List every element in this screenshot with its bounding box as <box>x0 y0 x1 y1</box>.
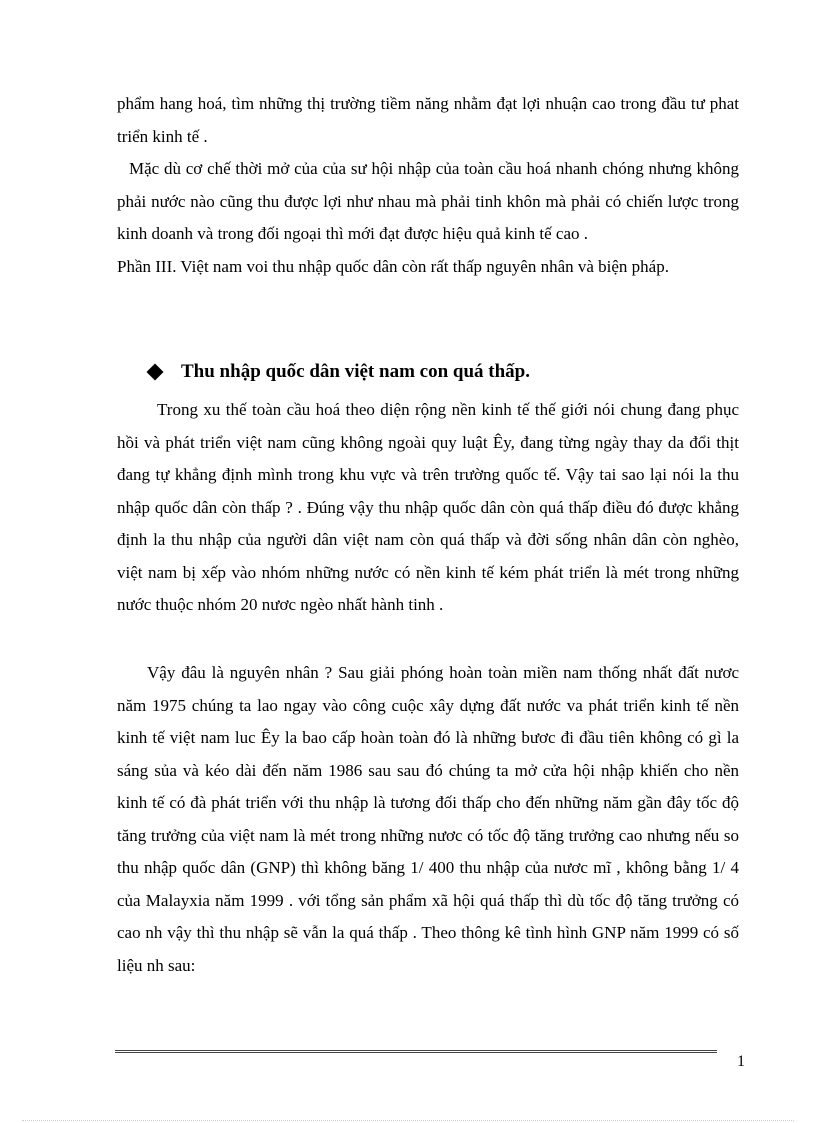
paragraph-openness: Mặc dù cơ chế thời mở của của sư hội nhập của toàn cầu hoá nhanh chóng nhưng không phải nước nào cũng thu được lợi như nhau mà phải tinh khôn mà phải có chiến lược trong kinh doanh và trong đối ngoại thì mới đạt được hiệu quả kinh tế cao . <box>117 159 739 243</box>
paragraph-continued: phẩm hang hoá, tìm những thị trường tiềm năng nhằm đạt lợi nhuận cao trong đầu tư phat triển kinh tế . <box>117 94 739 146</box>
section-heading-text: Thu nhập quốc dân việt nam con quá thấp. <box>181 361 530 382</box>
body-text-top <box>117 88 739 283</box>
section-heading <box>147 355 530 389</box>
page-edge-divider <box>22 1120 794 1121</box>
section-title-part-iii: Phần III. Việt nam voi thu nhập quốc dân còn rất thấp nguyên nhân và biện pháp. <box>117 256 669 276</box>
paragraph-cause: Vậy đâu là nguyên nhân ? Sau giải phóng hoàn toàn miền nam thống nhất đất nươc năm 1975 chúng ta lao ngay vào công cuộc xây dựng đất nước va phát triển kinh tế nền kinh tế việt nam luc Êy la bao cấp hoàn toàn đó là những bươc đi đầu tiên không có gì la sáng sủa và kéo dài đến năm 1986 sau sau đó chúng ta mở cửa hội nhập khiến cho nền kinh tế có đà phát triển với thu nhập là tương đối thấp cho đến những năm gần đây tốc độ tăng trưởng của việt nam là mét trong những nươc có tốc độ tăng trưởng cao nhưng nếu so thu nhập quốc dân (GNP) thì không băng 1/ 400 thu nhập của nươc mĩ , không bằng 1/ 4 của Malayxia năm 1999 . với tổng sản phẩm xã hội quá thấp thì dù tốc độ tăng trưởng có cao nh vậy thì thu nhập sẽ vẫn la quá thấp . Theo thông kê tình hình GNP năm 1999 có số liệu nh sau: <box>117 663 739 975</box>
footer-rule <box>115 1050 717 1053</box>
diamond-bullet-icon <box>147 364 164 381</box>
paragraph-intro: Trong xu thế toàn cầu hoá theo diện rộng nền kinh tế thế giới nói chung đang phục hồi và phát triển việt nam cũng không ngoài quy luật Êy, đang từng ngày thay da đổi thịt đang tự khẳng định mình trong khu vực và trên trường quốc tế. Vậy tai sao lại nói la thu nhập quốc dân còn thấp ? . Đúng vậy thu nhập quốc dân còn quá thấp điều đó được khẳng định la thu nhập của người dân việt nam còn quá thấp và đời sống nhân dân còn nghèo, việt nam bị xếp vào nhóm những nước có nền kinh tế kém phát triển là mét trong những nước thuộc nhóm 20 nươc ngèo nhất hành tinh . <box>117 400 739 614</box>
page-number: 1 <box>737 1053 745 1070</box>
body-text-cause <box>117 657 739 982</box>
body-text-intro <box>117 394 739 622</box>
